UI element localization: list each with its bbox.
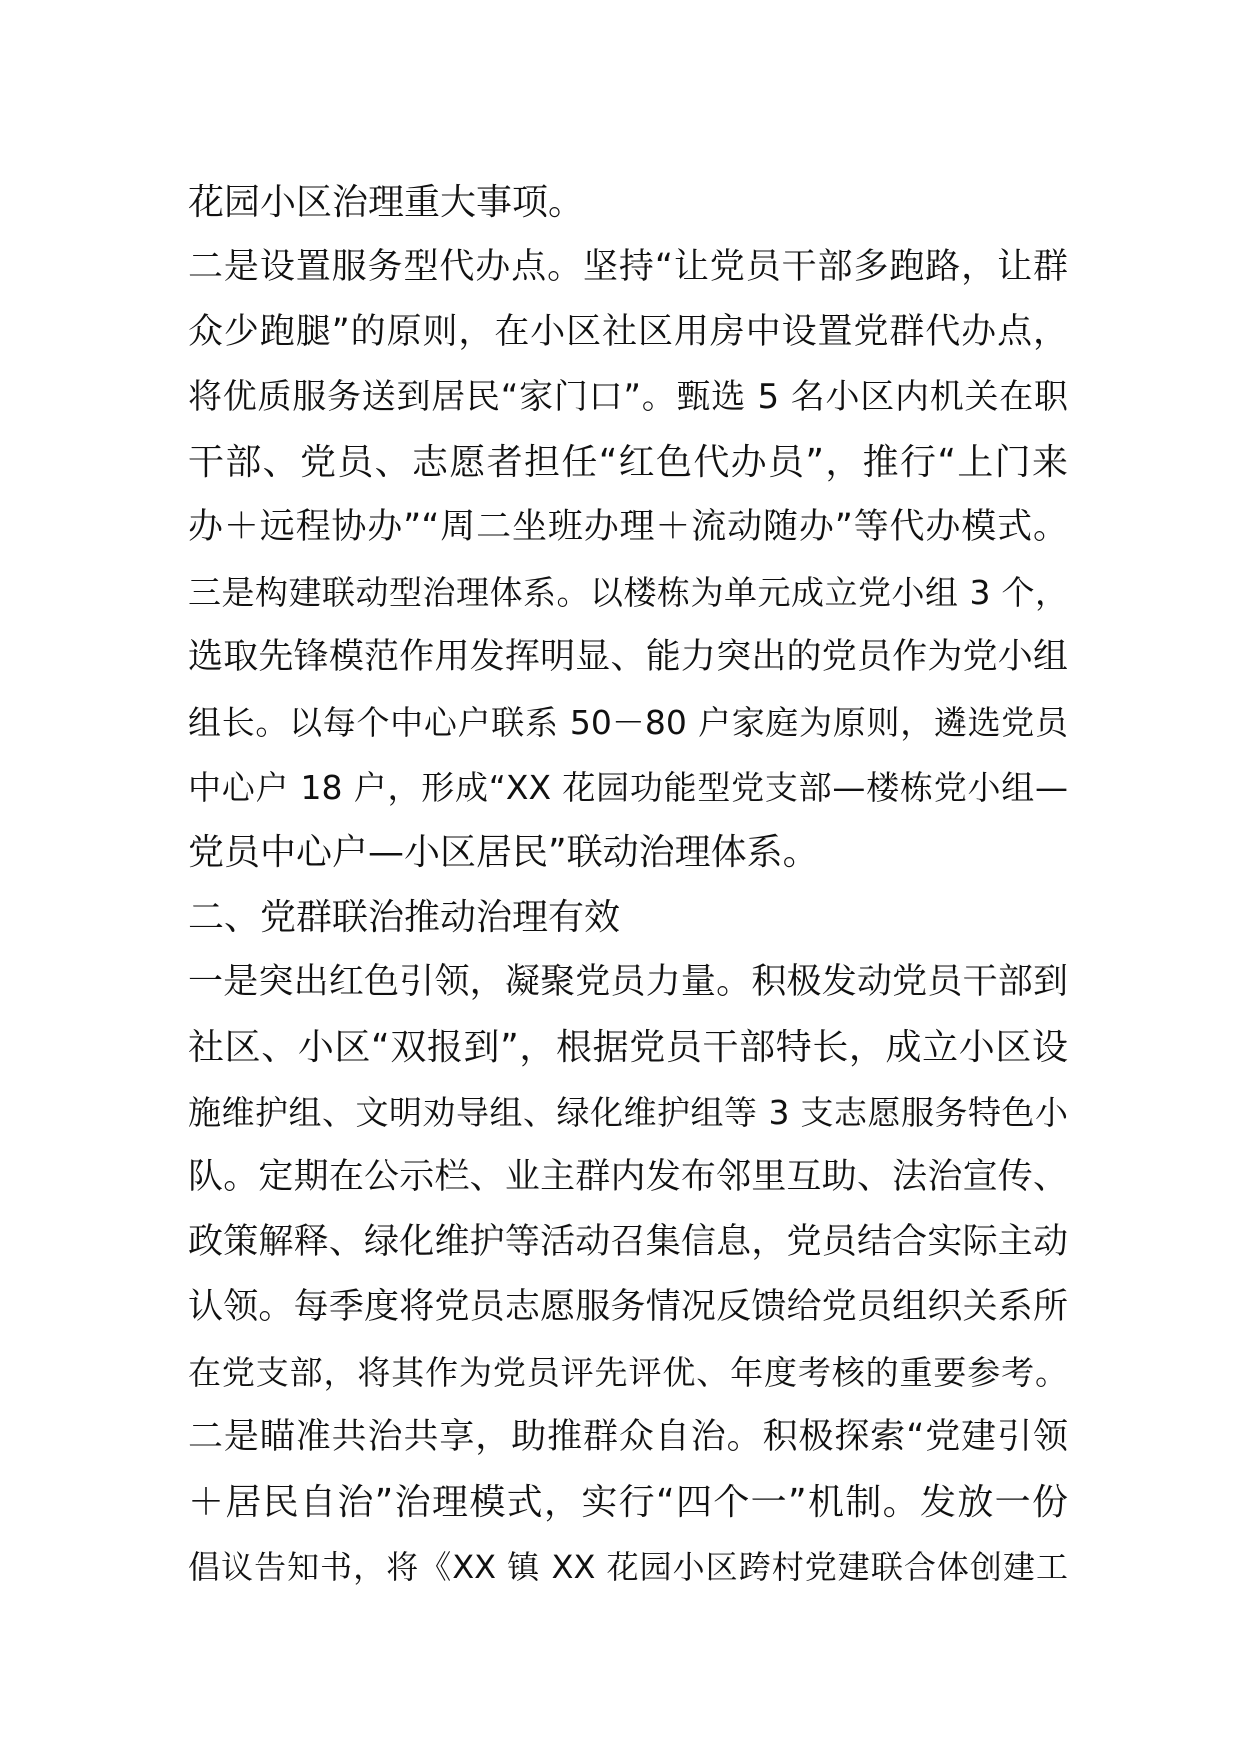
text-line: 干部、党员、志愿者担任“红色代办员”，推行“上门来 xyxy=(188,442,1068,483)
text-line: 社区、小区“双报到”，根据党员干部特长，成立小区设 xyxy=(188,1027,1068,1068)
text-line: 办＋远程协办”“周二坐班办理＋流动随办”等代办模式。 xyxy=(188,507,1068,547)
text-line: ＋居民自治”治理模式，实行“四个一”机制。发放一份 xyxy=(188,1482,1068,1523)
text-line: 二是设置服务型代办点。坚持“让党员干部多跑路，让群 xyxy=(188,247,1068,287)
text-line: 将优质服务送到居民“家门口”。甄选 5 名小区内机关在职 xyxy=(188,377,1068,417)
text-line: 一是突出红色引领，凝聚党员力量。积极发动党员干部到 xyxy=(188,962,1068,1002)
text-line: 二是瞄准共治共享，助推群众自治。积极探索“党建引领 xyxy=(188,1417,1068,1457)
text-line: 政策解释、绿化维护等活动召集信息，党员结合实际主动 xyxy=(188,1222,1068,1262)
text-line: 倡议告知书，将《XX 镇 XX 花园小区跨村党建联合体创建工 xyxy=(188,1548,1068,1586)
document-body xyxy=(188,170,1068,1600)
text-line: 三是构建联动型治理体系。以楼栋为单元成立党小组 3 个， xyxy=(188,573,1068,612)
section-heading: 二、党群联治推动治理有效 xyxy=(188,897,621,938)
text-line: 组长。以每个中心户联系 50－80 户家庭为原则，遴选党员 xyxy=(188,703,1068,742)
text-line: 在党支部，将其作为党员评先评优、年度考核的重要参考。 xyxy=(188,1353,1068,1392)
text-line: 众少跑腿”的原则，在小区社区用房中设置党群代办点， xyxy=(188,312,1068,352)
text-line: 队。定期在公示栏、业主群内发布邻里互助、法治宣传、 xyxy=(188,1157,1068,1197)
text-line: 中心户 18 户，形成“XX 花园功能型党支部—楼栋党小组— xyxy=(188,768,1068,807)
text-line: 党员中心户—小区居民”联动治理体系。 xyxy=(188,832,819,873)
text-line: 认领。每季度将党员志愿服务情况反馈给党员组织关系所 xyxy=(188,1287,1068,1327)
text-line: 选取先锋模范作用发挥明显、能力突出的党员作为党小组 xyxy=(188,637,1068,677)
text-line: 施维护组、文明劝导组、绿化维护组等 3 支志愿服务特色小 xyxy=(188,1093,1068,1132)
text-line: 花园小区治理重大事项。 xyxy=(188,182,585,223)
